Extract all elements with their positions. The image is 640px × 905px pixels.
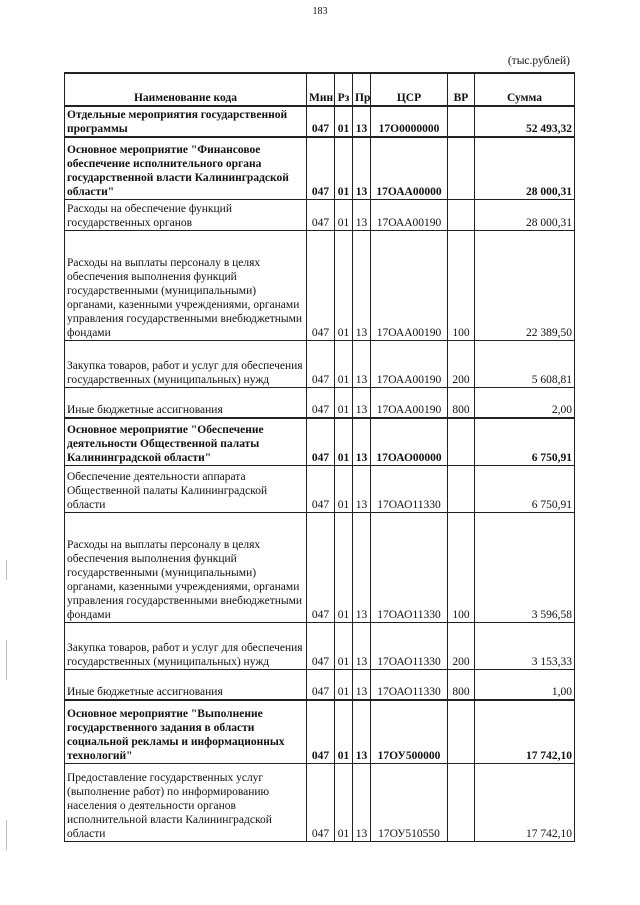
cell-vr bbox=[448, 465, 475, 512]
header-min: Мин bbox=[307, 73, 335, 106]
cell-rz: 01 bbox=[335, 622, 353, 669]
scan-edge-mark bbox=[6, 820, 7, 850]
cell-rz: 01 bbox=[335, 199, 353, 230]
cell-vr: 200 bbox=[448, 340, 475, 387]
cell-sum: 1,00 bbox=[475, 669, 575, 700]
table-header-row bbox=[65, 73, 575, 106]
cell-name: Основное мероприятие "Обеспечение деятельности Общественной палаты Калининградской области" bbox=[65, 418, 307, 465]
cell-sum: 5 608,81 bbox=[475, 340, 575, 387]
table-row bbox=[65, 230, 575, 340]
cell-min: 047 bbox=[307, 669, 335, 700]
cell-pr: 13 bbox=[353, 465, 371, 512]
cell-name: Закупка товаров, работ и услуг для обеспечения государственных (муниципальных) нужд bbox=[65, 340, 307, 387]
cell-pr: 13 bbox=[353, 622, 371, 669]
cell-name: Иные бюджетные ассигнования bbox=[65, 387, 307, 418]
table-row bbox=[65, 512, 575, 622]
table-row bbox=[65, 340, 575, 387]
cell-sum: 2,00 bbox=[475, 387, 575, 418]
cell-csr: 17ОАА00190 bbox=[371, 199, 448, 230]
cell-min: 047 bbox=[307, 512, 335, 622]
cell-csr: 17ОУ510550 bbox=[371, 763, 448, 841]
cell-csr: 17ОАА00000 bbox=[371, 137, 448, 199]
cell-csr: 17ОАО11330 bbox=[371, 669, 448, 700]
table-row bbox=[65, 622, 575, 669]
scan-edge-mark bbox=[6, 560, 7, 580]
cell-csr: 17ОАО00000 bbox=[371, 418, 448, 465]
cell-pr: 13 bbox=[353, 700, 371, 763]
cell-min: 047 bbox=[307, 387, 335, 418]
table-row bbox=[65, 106, 575, 137]
cell-pr: 13 bbox=[353, 669, 371, 700]
cell-rz: 01 bbox=[335, 387, 353, 418]
cell-pr: 13 bbox=[353, 106, 371, 137]
cell-sum: 3 153,33 bbox=[475, 622, 575, 669]
cell-pr: 13 bbox=[353, 230, 371, 340]
cell-name: Расходы на выплаты персоналу в целях обеспечения выполнения функций государственными (муниципальными) органами, казенными учреждениями, органами управления государственными внебюджетными фондами bbox=[65, 230, 307, 340]
cell-pr: 13 bbox=[353, 340, 371, 387]
cell-sum: 52 493,32 bbox=[475, 106, 575, 137]
header-vr: ВР bbox=[448, 73, 475, 106]
cell-pr: 13 bbox=[353, 137, 371, 199]
cell-csr: 17ОУ500000 bbox=[371, 700, 448, 763]
cell-rz: 01 bbox=[335, 465, 353, 512]
cell-vr: 200 bbox=[448, 622, 475, 669]
cell-vr bbox=[448, 137, 475, 199]
header-pr: Пр bbox=[353, 73, 371, 106]
cell-name: Отдельные мероприятия государственной программы bbox=[65, 106, 307, 137]
cell-pr: 13 bbox=[353, 512, 371, 622]
cell-name: Закупка товаров, работ и услуг для обеспечения государственных (муниципальных) нужд bbox=[65, 622, 307, 669]
cell-csr: 17О0000000 bbox=[371, 106, 448, 137]
table-row bbox=[65, 137, 575, 199]
cell-vr bbox=[448, 700, 475, 763]
cell-csr: 17ОАО11330 bbox=[371, 512, 448, 622]
cell-vr bbox=[448, 763, 475, 841]
budget-table bbox=[64, 72, 575, 842]
cell-rz: 01 bbox=[335, 340, 353, 387]
cell-sum: 17 742,10 bbox=[475, 700, 575, 763]
cell-vr bbox=[448, 418, 475, 465]
table-row bbox=[65, 763, 575, 841]
cell-rz: 01 bbox=[335, 700, 353, 763]
cell-name: Иные бюджетные ассигнования bbox=[65, 669, 307, 700]
header-name: Наименование кода bbox=[65, 73, 307, 106]
cell-csr: 17ОАА00190 bbox=[371, 230, 448, 340]
cell-min: 047 bbox=[307, 763, 335, 841]
cell-min: 047 bbox=[307, 700, 335, 763]
cell-csr: 17ОАА00190 bbox=[371, 387, 448, 418]
cell-vr: 800 bbox=[448, 669, 475, 700]
header-csr: ЦСР bbox=[371, 73, 448, 106]
cell-sum: 6 750,91 bbox=[475, 418, 575, 465]
cell-vr: 100 bbox=[448, 512, 475, 622]
cell-name: Предоставление государственных услуг (выполнение работ) по информированию населения о деятельности органов исполнительной власти Калининградской области bbox=[65, 763, 307, 841]
cell-pr: 13 bbox=[353, 418, 371, 465]
scan-edge-mark bbox=[6, 640, 7, 680]
cell-name: Расходы на выплаты персоналу в целях обеспечения выполнения функций государственными (муниципальными) органами, казенными учреждениями, органами управления государственными внебюджетными фондами bbox=[65, 512, 307, 622]
cell-pr: 13 bbox=[353, 763, 371, 841]
cell-rz: 01 bbox=[335, 137, 353, 199]
cell-min: 047 bbox=[307, 340, 335, 387]
table-row bbox=[65, 199, 575, 230]
cell-rz: 01 bbox=[335, 512, 353, 622]
cell-vr: 100 bbox=[448, 230, 475, 340]
cell-min: 047 bbox=[307, 418, 335, 465]
cell-sum: 28 000,31 bbox=[475, 199, 575, 230]
cell-csr: 17ОАА00190 bbox=[371, 340, 448, 387]
cell-min: 047 bbox=[307, 465, 335, 512]
cell-sum: 3 596,58 bbox=[475, 512, 575, 622]
cell-csr: 17ОАО11330 bbox=[371, 465, 448, 512]
table-row bbox=[65, 669, 575, 700]
cell-min: 047 bbox=[307, 199, 335, 230]
cell-rz: 01 bbox=[335, 669, 353, 700]
cell-name: Основное мероприятие "Выполнение государственного задания в области социальной рекламы и информационных технологий" bbox=[65, 700, 307, 763]
cell-name: Обеспечение деятельности аппарата Общественной палаты Калининградской области bbox=[65, 465, 307, 512]
cell-sum: 28 000,31 bbox=[475, 137, 575, 199]
cell-sum: 17 742,10 bbox=[475, 763, 575, 841]
cell-csr: 17ОАО11330 bbox=[371, 622, 448, 669]
cell-name: Основное мероприятие "Финансовое обеспечение исполнительного органа государственной власти Калининградской области" bbox=[65, 137, 307, 199]
table-row bbox=[65, 465, 575, 512]
table-row bbox=[65, 387, 575, 418]
cell-name: Расходы на обеспечение функций государственных органов bbox=[65, 199, 307, 230]
cell-min: 047 bbox=[307, 622, 335, 669]
cell-rz: 01 bbox=[335, 763, 353, 841]
table-row bbox=[65, 700, 575, 763]
cell-min: 047 bbox=[307, 230, 335, 340]
header-sum: Сумма bbox=[475, 73, 575, 106]
cell-rz: 01 bbox=[335, 418, 353, 465]
cell-sum: 6 750,91 bbox=[475, 465, 575, 512]
header-rz: Рз bbox=[335, 73, 353, 106]
table-body bbox=[65, 106, 575, 841]
cell-vr bbox=[448, 106, 475, 137]
cell-rz: 01 bbox=[335, 106, 353, 137]
cell-min: 047 bbox=[307, 137, 335, 199]
cell-min: 047 bbox=[307, 106, 335, 137]
table-row bbox=[65, 418, 575, 465]
cell-vr bbox=[448, 199, 475, 230]
page-number: 183 bbox=[312, 6, 328, 17]
cell-vr: 800 bbox=[448, 387, 475, 418]
units-label: (тыс.рублей) bbox=[507, 55, 570, 67]
cell-pr: 13 bbox=[353, 387, 371, 418]
cell-rz: 01 bbox=[335, 230, 353, 340]
cell-pr: 13 bbox=[353, 199, 371, 230]
cell-sum: 22 389,50 bbox=[475, 230, 575, 340]
